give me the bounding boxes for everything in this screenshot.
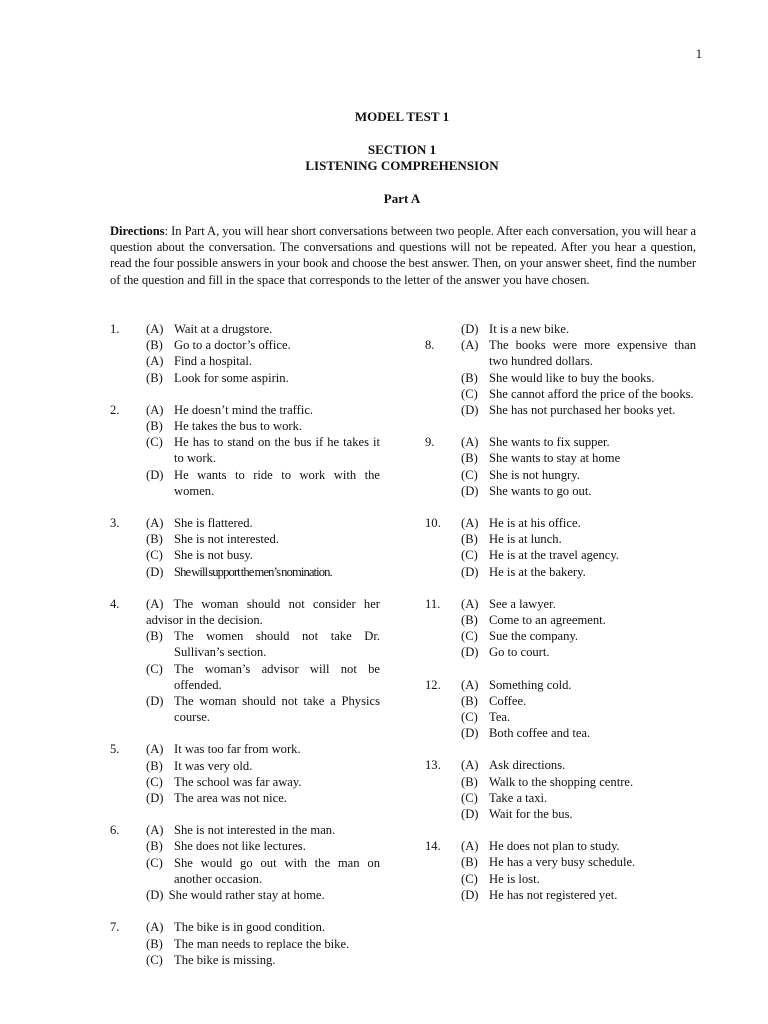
option-letter: (A) (461, 839, 479, 854)
question-9 (425, 434, 696, 499)
answer-option (461, 531, 696, 547)
option-letter: (B) (146, 532, 163, 547)
option-letter: (D) (146, 791, 164, 806)
answer-option (461, 725, 696, 741)
option-text: Find a hospital. (174, 354, 253, 369)
option-text: Tea. (489, 710, 511, 725)
answer-option (146, 402, 380, 418)
option-text: Look for some aspirin. (174, 370, 289, 385)
question-4 (110, 596, 380, 726)
question-6 (110, 822, 380, 903)
answer-option (146, 515, 380, 531)
answer-option (461, 854, 696, 870)
option-letter: (B) (461, 855, 478, 870)
option-text: The bike is in good condition. (174, 920, 326, 935)
answer-option (461, 790, 696, 806)
question-number: 10. (425, 516, 441, 531)
option-text: She is not busy. (174, 548, 253, 563)
answer-option (461, 612, 696, 628)
answer-option (146, 628, 380, 660)
option-letter: (D) (146, 694, 164, 709)
option-text: He has to stand on the bus if he takes it to work. (174, 435, 380, 466)
option-text: She wants to go out. (489, 483, 592, 498)
option-letter: (C) (461, 710, 478, 725)
option-text: He is at lunch. (489, 532, 562, 547)
answer-option (461, 887, 696, 903)
option-letter: (B) (146, 839, 163, 854)
option-text: Wait for the bus. (489, 807, 573, 822)
question-11 (425, 596, 696, 661)
option-letter: (D) (146, 564, 164, 579)
right-column (425, 321, 696, 919)
option-letter: (C) (461, 386, 478, 401)
section-name: LISTENING COMPREHENSION (305, 158, 499, 173)
option-text: The woman should not take a Physics course. (174, 694, 380, 725)
option-letter: (C) (146, 952, 163, 967)
option-text: She wants to stay at home (489, 451, 621, 466)
option-letter: (D) (461, 403, 479, 418)
option-text: It was very old. (174, 758, 253, 773)
answer-option (461, 515, 696, 531)
answer-option (461, 693, 696, 709)
option-text: He has a very busy schedule. (489, 855, 636, 870)
option-letter: (D) (461, 564, 479, 579)
answer-option (146, 321, 380, 337)
answer-option (146, 596, 380, 628)
option-text: The books were more expensive than two hundred dollars. (489, 338, 696, 369)
option-text: He is at the bakery. (489, 564, 586, 579)
option-text: He is lost. (489, 871, 540, 886)
option-letter: (D) (146, 888, 164, 903)
option-letter: (B) (146, 629, 163, 644)
question-number: 3. (110, 516, 120, 531)
answer-option (461, 596, 696, 612)
option-text: She would go out with the man on another occasion. (174, 855, 380, 886)
directions-paragraph (110, 223, 696, 288)
question-number: 11. (425, 596, 441, 611)
option-letter: (A) (146, 322, 164, 336)
option-letter: (B) (146, 370, 163, 385)
option-letter: (A) (461, 758, 479, 773)
question-number: 2. (110, 402, 120, 417)
answer-option (146, 661, 380, 693)
directions-text: : In Part A, you will hear short conversations between two people. After each conversation, you will hear a question about the conversation. The conversations and questions will not be repeated. After you hear a question, read the four possible answers in your book and choose the best answer. Then, on your answer sheet, find the number of the question and fill in the space that corresponds to the letter of the answer you have chosen. (110, 224, 697, 287)
option-text: He does not plan to study. (489, 839, 620, 854)
option-letter: (C) (461, 871, 478, 886)
option-text: She cannot afford the price of the books. (489, 386, 694, 401)
option-letter: (B) (461, 613, 478, 628)
option-text: He wants to ride to work with the women. (174, 467, 380, 498)
option-letter: (A) (461, 435, 479, 450)
answer-option (146, 370, 380, 386)
option-letter: (B) (461, 451, 478, 466)
option-letter: (D) (146, 467, 164, 482)
option-letter: (D) (461, 483, 479, 498)
option-text: She is flattered. (174, 516, 253, 531)
answer-option (461, 628, 696, 644)
option-text: She would rather stay at home. (168, 888, 325, 903)
answer-option (461, 467, 696, 483)
option-text: It is a new bike. (489, 322, 570, 336)
option-letter: (D) (461, 807, 479, 822)
left-column (110, 321, 380, 984)
question-1 (110, 321, 380, 386)
answer-option (461, 402, 696, 418)
answer-option (461, 644, 696, 660)
answer-option (146, 564, 380, 580)
question-3 (110, 515, 380, 580)
option-letter: (B) (146, 936, 163, 951)
answer-option (146, 919, 380, 935)
option-letter: (C) (461, 629, 478, 644)
question-number: 14. (425, 839, 441, 854)
answer-option (461, 337, 696, 369)
option-text: Go to a doctor’s office. (174, 338, 291, 353)
option-letter: (C) (461, 467, 478, 482)
answer-option (461, 450, 696, 466)
option-letter: (A) (461, 338, 479, 353)
answer-option (146, 774, 380, 790)
question-number: 13. (425, 758, 441, 773)
question-5 (110, 741, 380, 806)
option-text: Ask directions. (489, 758, 566, 773)
question-10 (425, 515, 696, 580)
option-text: Come to an agreement. (489, 613, 606, 628)
question-number: 6. (110, 823, 120, 838)
answer-option (146, 838, 380, 854)
section-title: SECTION 1 (367, 142, 437, 157)
option-text: The woman’s advisor will not be offended. (174, 661, 380, 692)
answer-option (146, 337, 380, 353)
option-letter: (A) (461, 596, 479, 611)
answer-option (461, 709, 696, 725)
answer-option (146, 418, 380, 434)
option-letter: (B) (146, 419, 163, 434)
option-letter: (C) (146, 855, 163, 870)
directions-label: Directions (110, 224, 165, 238)
option-letter: (A) (146, 516, 164, 531)
answer-option (461, 774, 696, 790)
option-text: Sue the company. (489, 629, 579, 644)
option-text: Coffee. (489, 693, 527, 708)
option-letter: (A) (146, 354, 164, 369)
option-text: Both coffee and tea. (489, 726, 591, 741)
option-letter: (B) (146, 758, 163, 773)
option-letter: (D) (461, 322, 479, 336)
option-letter: (B) (461, 693, 478, 708)
option-text: Something cold. (489, 677, 572, 692)
question-13 (425, 757, 696, 822)
answer-option (146, 531, 380, 547)
answer-option (146, 693, 380, 725)
option-text: She does not like lectures. (174, 839, 306, 854)
answer-option (146, 822, 380, 838)
answer-option (146, 936, 380, 952)
question-2 (110, 402, 380, 499)
option-letter: (B) (461, 370, 478, 385)
question-number: 8. (425, 338, 435, 353)
answer-option (461, 677, 696, 693)
option-text: Take a taxi. (489, 790, 548, 805)
answer-option (461, 321, 696, 337)
answer-option (146, 547, 380, 563)
option-text: The school was far away. (174, 774, 302, 789)
option-text: He is at the travel agency. (489, 548, 619, 563)
answer-option (146, 467, 380, 499)
answer-option (461, 838, 696, 854)
question-7-continued (425, 321, 696, 337)
answer-option (461, 370, 696, 386)
option-text: The women should not take Dr. Sullivan’s section. (174, 629, 380, 660)
option-letter: (D) (461, 887, 479, 902)
option-text: She is not interested. (174, 532, 279, 547)
answer-option (461, 547, 696, 563)
question-12 (425, 677, 696, 742)
option-letter: (A) (146, 823, 164, 838)
option-text: He has not registered yet. (489, 887, 618, 902)
option-letter: (C) (461, 548, 478, 563)
option-letter: (A) (461, 677, 479, 692)
option-text: She wants to fix supper. (489, 435, 610, 450)
option-text: She has not purchased her books yet. (489, 403, 676, 418)
option-text: Go to court. (489, 645, 550, 660)
answer-option (146, 434, 380, 466)
option-text: The area was not nice. (174, 791, 287, 806)
answer-option (146, 887, 380, 903)
answer-option (461, 386, 696, 402)
answer-option (461, 806, 696, 822)
answer-option (146, 758, 380, 774)
option-letter: (C) (146, 435, 163, 450)
option-text: He doesn’t mind the traffic. (174, 402, 314, 417)
option-text: She is not interested in the man. (174, 823, 336, 838)
model-test-title: MODEL TEST 1 (354, 109, 450, 124)
question-number: 5. (110, 742, 120, 757)
option-letter: (B) (461, 532, 478, 547)
answer-option (146, 741, 380, 757)
option-letter: (C) (461, 790, 478, 805)
question-number: 1. (110, 322, 120, 336)
option-letter: (D) (461, 645, 479, 660)
option-text: See a lawyer. (489, 596, 556, 611)
option-letter: (C) (146, 661, 163, 676)
option-letter: (A) (146, 402, 164, 417)
option-text: The woman should not consider her advisor in the decision. (146, 596, 381, 628)
option-letter: (A) (146, 742, 164, 757)
option-text: Wait at a drugstore. (174, 322, 273, 336)
question-number: 12. (425, 677, 441, 692)
option-text: She would like to buy the books. (489, 370, 655, 385)
option-text: He takes the bus to work. (174, 419, 303, 434)
option-letter: (A) (461, 516, 479, 531)
option-letter: (C) (146, 548, 163, 563)
answer-option (461, 757, 696, 773)
answer-option (146, 353, 380, 369)
option-letter: (B) (461, 774, 478, 789)
option-text: She will support the men’s nomination. (174, 564, 332, 579)
answer-option (461, 483, 696, 499)
option-letter: (D) (461, 726, 479, 741)
option-text: The man needs to replace the bike. (174, 936, 350, 951)
answer-option (146, 790, 380, 806)
option-text: It was too far from work. (174, 742, 301, 757)
part-title: Part A (383, 191, 421, 206)
answer-option (146, 855, 380, 887)
question-number: 4. (110, 596, 120, 611)
option-letter: (A) (146, 920, 164, 935)
question-number: 7. (110, 920, 120, 935)
option-letter: (B) (146, 338, 163, 353)
option-letter: (A) (146, 596, 164, 611)
option-text: Walk to the shopping centre. (489, 774, 634, 789)
option-text: The bike is missing. (174, 952, 276, 967)
question-8 (425, 337, 696, 418)
question-7 (110, 919, 380, 968)
question-number: 9. (425, 435, 435, 450)
option-text: He is at his office. (489, 516, 581, 531)
page-number: 1 (695, 47, 702, 61)
answer-option (146, 952, 380, 968)
question-14 (425, 838, 696, 903)
option-text: She is not hungry. (489, 467, 580, 482)
answer-option (461, 871, 696, 887)
answer-option (461, 564, 696, 580)
option-letter: (C) (146, 774, 163, 789)
answer-option (461, 434, 696, 450)
